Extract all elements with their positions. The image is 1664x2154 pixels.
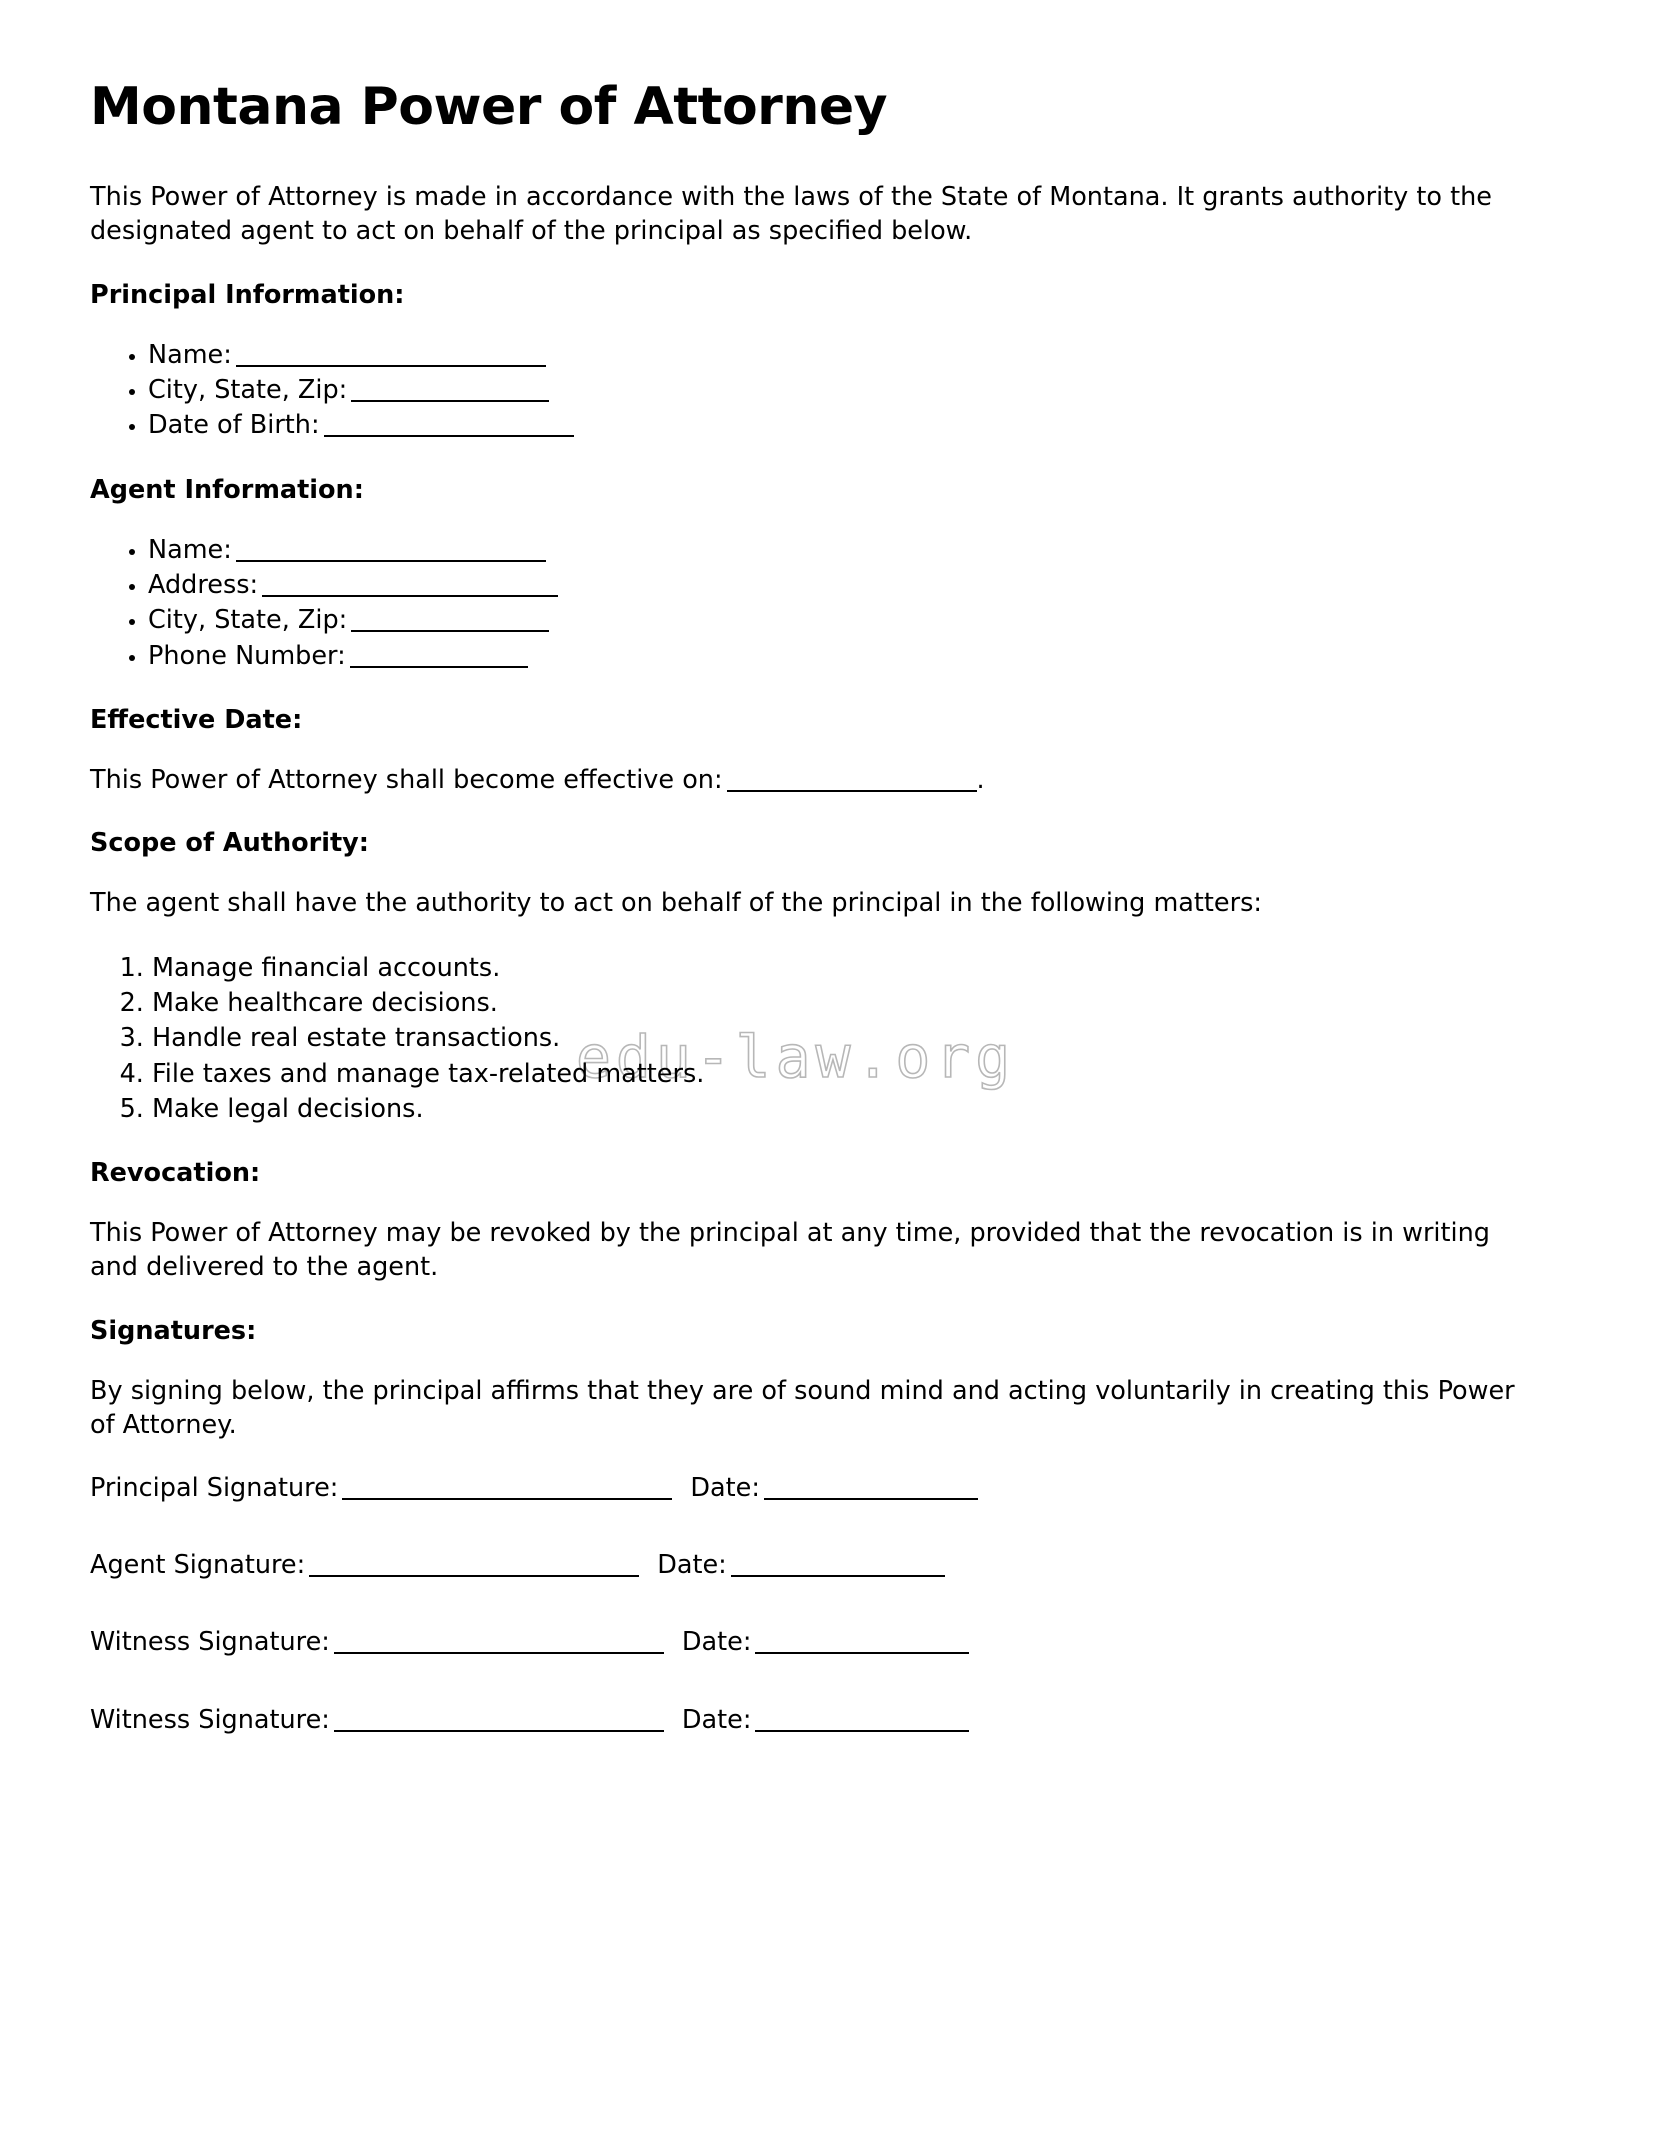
signatures-heading: Signatures: xyxy=(90,1315,257,1346)
principal-signature-blank[interactable] xyxy=(342,1498,672,1500)
principal-signature-date-blank[interactable] xyxy=(764,1498,978,1500)
witness-1-signature-date-blank[interactable] xyxy=(755,1652,969,1654)
scope-of-authority-heading: Scope of Authority: xyxy=(90,828,369,859)
list-item: 2. Make healthcare decisions. xyxy=(152,986,1568,1021)
list-item: 1. Manage financial accounts. xyxy=(152,951,1568,986)
witness-signature-row-1 xyxy=(90,1626,1568,1659)
date-label: Date: xyxy=(690,1473,760,1504)
field-label: Name: xyxy=(148,534,232,565)
witness-1-signature-blank[interactable] xyxy=(334,1652,664,1654)
agent-signature-blank[interactable] xyxy=(309,1575,639,1577)
list-item xyxy=(148,533,1568,568)
list-item xyxy=(148,373,1568,408)
agent-name-blank[interactable] xyxy=(236,560,546,562)
list-item xyxy=(148,408,1568,443)
principal-signature-row xyxy=(90,1472,1568,1505)
field-label: Address: xyxy=(148,570,259,601)
watermark: edu-law.org xyxy=(576,1023,1016,1091)
signature-label: Agent Signature: xyxy=(90,1550,306,1581)
agent-field-list xyxy=(90,533,1568,674)
effective-date-heading: Effective Date: xyxy=(90,705,303,736)
effective-date-paragraph xyxy=(90,763,1520,797)
agent-information-heading: Agent Information: xyxy=(90,474,364,505)
signature-label: Witness Signature: xyxy=(90,1704,330,1735)
signatures-affirmation-paragraph: By signing below, the principal affirms that they are of sound mind and acting voluntarily in creating this Power of Attorney. xyxy=(90,1375,1515,1440)
revocation-paragraph: This Power of Attorney may be revoked by the principal at any time, provided that the revocation is in writing and delivered to the agent. xyxy=(90,1218,1490,1283)
page-title: Montana Power of Attorney xyxy=(90,77,888,137)
principal-city-state-zip-blank[interactable] xyxy=(351,400,549,402)
date-label: Date: xyxy=(681,1704,752,1735)
list-item: 4. File taxes and manage tax-related matters. xyxy=(152,1057,1568,1092)
list-item xyxy=(148,338,1568,373)
revocation-heading: Revocation: xyxy=(90,1158,261,1189)
date-label: Date: xyxy=(681,1627,752,1658)
agent-signature-row xyxy=(90,1549,1568,1582)
field-label: Phone Number: xyxy=(148,640,346,671)
field-label: City, State, Zip: xyxy=(148,375,348,405)
scope-items-list xyxy=(90,951,1568,1128)
field-label: City, State, Zip: xyxy=(148,605,348,636)
principal-name-blank[interactable] xyxy=(236,365,546,367)
list-item: 3. Handle real estate transactions. xyxy=(152,1021,1568,1056)
list-item xyxy=(148,639,1568,674)
principal-information-heading: Principal Information: xyxy=(90,279,405,310)
document-content xyxy=(90,78,1568,1737)
agent-signature-date-blank[interactable] xyxy=(731,1575,945,1577)
list-item xyxy=(148,568,1568,603)
effective-date-text: This Power of Attorney shall become effective on: xyxy=(90,765,723,796)
effective-date-blank[interactable] xyxy=(727,790,977,792)
effective-date-period: . xyxy=(976,765,985,796)
agent-city-state-zip-blank[interactable] xyxy=(351,630,549,632)
field-label: Name: xyxy=(148,339,232,370)
agent-phone-number-blank[interactable] xyxy=(350,666,528,668)
signature-label: Principal Signature: xyxy=(90,1473,339,1504)
list-item: 5. Make legal decisions. xyxy=(152,1092,1568,1127)
signature-label: Witness Signature: xyxy=(90,1627,330,1658)
list-item xyxy=(148,603,1568,638)
witness-2-signature-date-blank[interactable] xyxy=(755,1730,969,1732)
witness-signature-row-2 xyxy=(90,1704,1568,1737)
agent-address-blank[interactable] xyxy=(262,595,558,597)
principal-field-list xyxy=(90,338,1568,444)
date-label: Date: xyxy=(657,1550,727,1581)
scope-intro-paragraph: The agent shall have the authority to act on behalf of the principal in the following matters: xyxy=(90,888,1262,919)
field-label: Date of Birth: xyxy=(148,410,320,441)
principal-date-of-birth-blank[interactable] xyxy=(324,435,574,437)
witness-2-signature-blank[interactable] xyxy=(334,1730,664,1732)
intro-paragraph: This Power of Attorney is made in accordance with the laws of the State of Montana. It grants authority to the designated agent to act on behalf of the principal as specified below. xyxy=(90,182,1492,247)
